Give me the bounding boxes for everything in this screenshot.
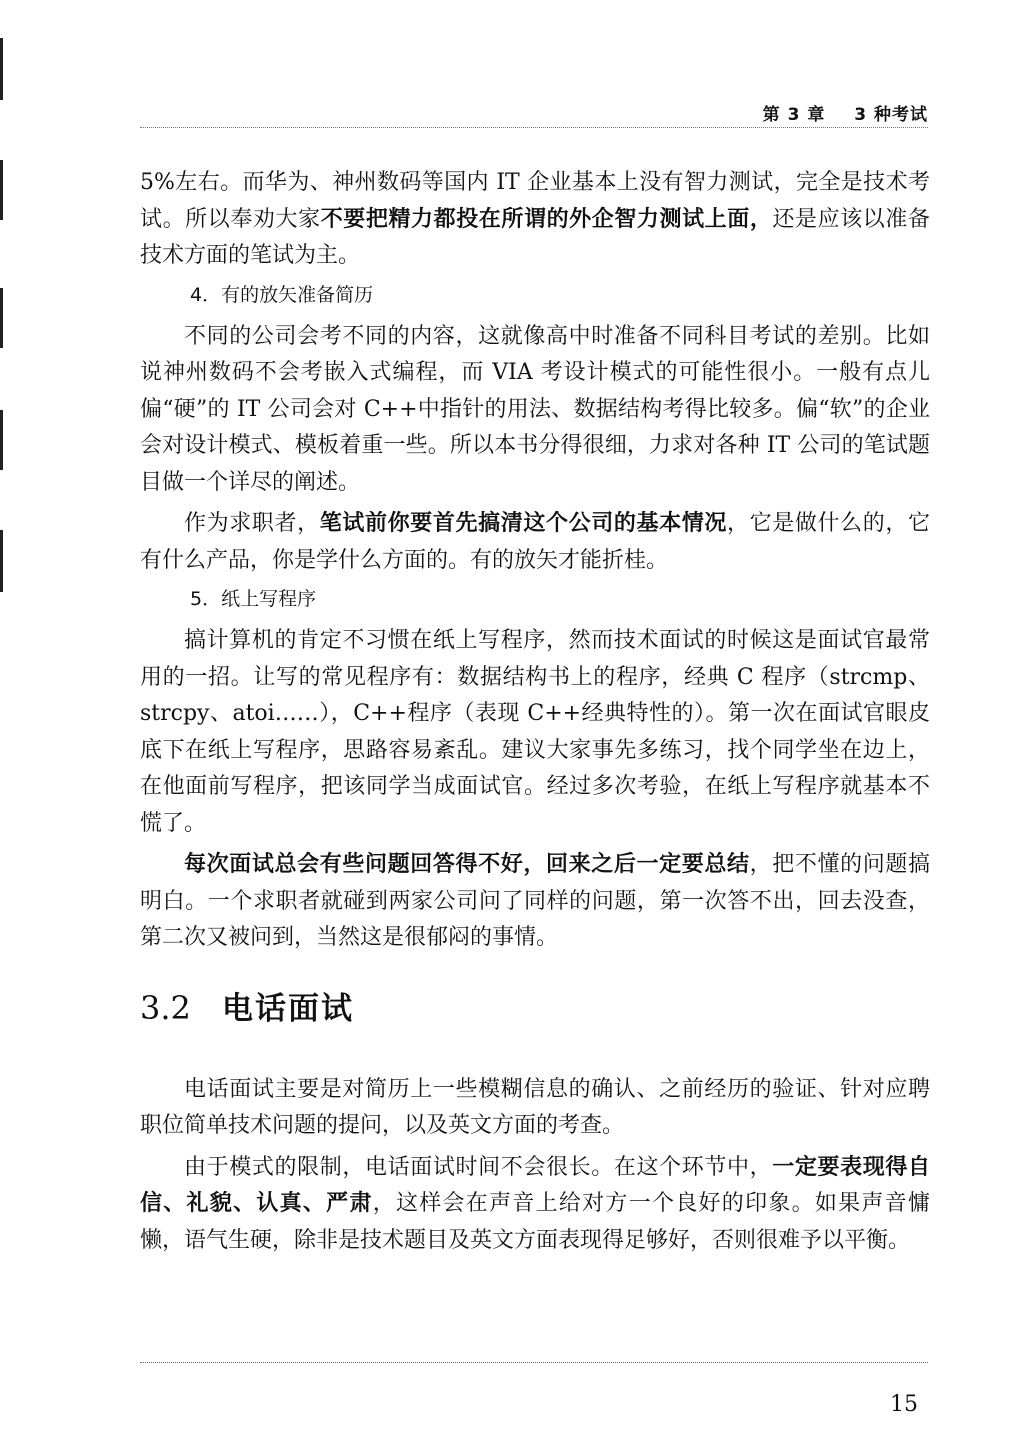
chapter-label: 第 3 章 bbox=[762, 105, 826, 125]
scan-edge-mark bbox=[0, 38, 3, 100]
section-title: 电话面试 bbox=[222, 990, 354, 1027]
subheading-5: 5．纸上写程序 bbox=[190, 588, 317, 610]
subheading-4: 4．有的放矢准备简历 bbox=[190, 283, 374, 306]
section-number: 3.2 bbox=[140, 988, 191, 1027]
paragraph: 作为求职者，笔试前你要首先搞清这个公司的基本情况，它是做什么的，它有什么产品，你是学什么方面的。有的放矢才能折桂。 bbox=[140, 511, 930, 573]
paragraph: 搞计算机的肯定不习惯在纸上写程序，然而技术面试的时候这是面试官最常用的一招。让写的常见程序有：数据结构书上的程序，经典 C 程序（strcmp、strcpy、atoi……），C++程序（表现 C++经典特性的）。第一次在面试官眼皮底下在纸上写程序，思路容易紊乱。建议大家事先多练习，找个同学坐在边上，在他面前写程序，把该同学当成面试官。经过多次考验，在纸上写程序就基本不慌了。 bbox=[140, 628, 930, 836]
page-body bbox=[140, 165, 930, 1264]
paragraph: 不同的公司会考不同的内容，这就像高中时准备不同科目考试的差别。比如说神州数码不会考嵌入式编程，而 VIA 考设计模式的可能性很小。一般有点儿偏“硬”的 IT 公司会对 C++中指针的用法、数据结构考得比较多。偏“软”的企业会对设计模式、模板着重一些。所以本书分得很细，力求对各种 IT 公司的笔试题目做一个详尽的阐述。 bbox=[140, 323, 930, 495]
footer-rule bbox=[140, 1362, 928, 1363]
header-rule bbox=[140, 127, 928, 128]
paragraph: 每次面试总会有些问题回答得不好，回来之后一定要总结，把不懂的问题搞明白。一个求职者就碰到两家公司问了同样的问题，第一次答不出，回去没查，第二次又被问到，当然这是很郁闷的事情。 bbox=[140, 852, 930, 950]
running-header bbox=[763, 100, 928, 125]
section-heading bbox=[140, 983, 930, 1028]
emphasis: 一定要表现得自信、礼貌、认真、严肃 bbox=[140, 1154, 930, 1216]
scan-edge-mark bbox=[0, 160, 3, 220]
chapter-title: 3 种考试 bbox=[854, 105, 928, 125]
scan-edge-mark bbox=[0, 530, 3, 592]
emphasis: 不要把精力都投在所谓的外企智力测试上面， bbox=[320, 206, 773, 232]
scan-edge-mark bbox=[0, 288, 3, 348]
scan-edge-mark bbox=[0, 410, 3, 470]
paragraph: 5%左右。而华为、神州数码等国内 IT 企业基本上没有智力测试，完全是技术考试。所以奉劝大家不要把精力都投在所谓的外企智力测试上面，还是应该以准备技术方面的笔试为主。 bbox=[140, 170, 930, 268]
emphasis: 每次面试总会有些问题回答得不好，回来之后一定要总结 bbox=[184, 852, 750, 877]
emphasis: 笔试前你要首先搞清这个公司的基本情况 bbox=[319, 511, 727, 536]
paragraph: 电话面试主要是对简历上一些模糊信息的确认、之前经历的验证、针对应聘职位简单技术问题的提问，以及英文方面的考查。 bbox=[140, 1076, 930, 1138]
paragraph: 由于模式的限制，电话面试时间不会很长。在这个环节中，一定要表现得自信、礼貌、认真、严肃，这样会在声音上给对方一个良好的印象。如果声音慵懒，语气生硬，除非是技术题目及英文方面表现得足够好，否则很难予以平衡。 bbox=[140, 1154, 930, 1253]
page-number: 15 bbox=[890, 1392, 918, 1417]
